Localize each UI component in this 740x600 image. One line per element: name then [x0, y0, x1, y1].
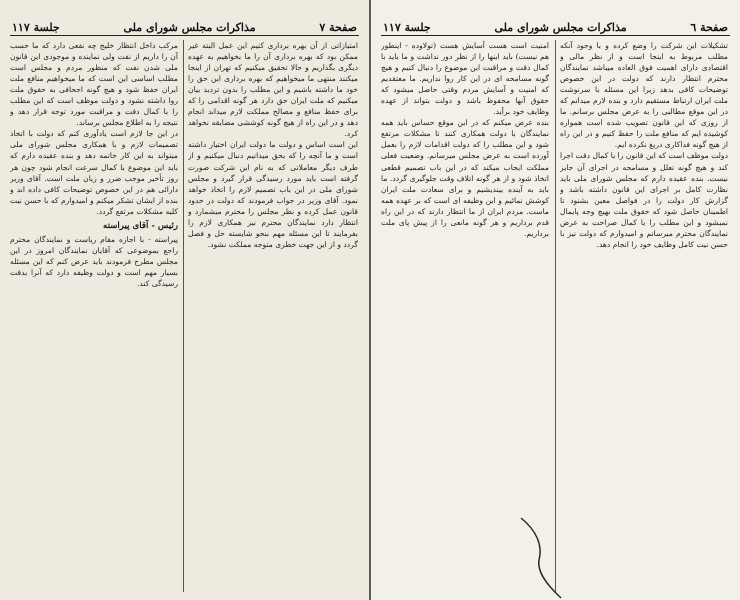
right-page-number: صفحة ٦	[690, 21, 728, 34]
left-page-right-column-paragraph: امتیازاتی از آن بهره برداری کنیم این عمل البته غیر ممکن بود که بهره برداری آن را ما بخواهیم به عهده دیگری بگذاریم و حالا تحقیق میکنیم که تهران از اینجا میکنند منتهی ما میخواهیم که بهره برداری این حق را خود ما داشته باشیم و این مطلب را بدون تردید بیان میکنیم که ملت ایران حق دارد هر گونه اقدامی را که برای حفظ منافع و مصالح مملکت لازم میداند انجام دهد و در این راه از هیچ گونه کوششی مضایقه نخواهد کرد.	[188, 41, 358, 139]
right-page-left-column-paragraph-2: بنده عرض میکنم که در این موقع حساس باید همه نمایندگان با دولت همکاری کنند تا مشکلات مرتفع شود و این مطلب را که دولت اقدامات لازم را بعمل آورده است به عرض مجلس میرسانم. وضعیت فعلی مملکت ایجاب میکند که در این باب تصمیم قطعی اتخاذ شود و از هر گونه اتلاف وقت جلوگیری گردد. ما باید به آینده بیندیشیم و برای سعادت ملت ایران کوشش نمائیم و این وظیفه ای است که بر عهده همه ماست. مردم ایران از ما انتظار دارند که در این راه قدم برداریم و هر گونه مانعی را از پیش پای ملت برداریم.	[381, 118, 549, 238]
right-page-session: جلسة ١١٧	[383, 21, 431, 34]
left-page-left-column-paragraph-2: در این جا لازم است یادآوری کنم که دولت با اتخاذ تصمیمات لازم و با همکاری مجلس شورای ملی میتواند به این کار خاتمه دهد و بنده عقیده دارم که باید این موضوع با کمال سرعت انجام شود چون هر روز تأخیر موجب ضرر و زیان ملت است. آقای وزیر دارائی هم در این خصوص توضیحات کافی داده اند و بنده از ایشان تشکر میکنم و امیدوارم که با حسن نیت کلیه مشکلات مرتفع گردد.	[10, 129, 178, 216]
speaker-heading: رئیس - آقای پیراسته	[103, 220, 178, 231]
left-header-rule	[10, 35, 359, 36]
right-page-title: مذاكرات مجلس شوراى ملى	[494, 21, 627, 34]
right-page-left-column-paragraph: امنیت است هست آسایش هست (تولاوده - اینطور هم نیست) باید اینها را از نظر دور نداشت و ما باید با کمال دقت و مراقبت این موضوع را دنبال کنیم و هیچ گونه مسامحه ای در این کار روا نداریم. ما معتقدیم که امنیت و آسایش مردم وقتی حاصل میشود که حقوق آنها محفوظ باشد و دولت بتواند از عهده وظایف خود برآید.	[381, 41, 549, 117]
left-page-left-column	[10, 40, 178, 594]
right-page-left-column	[381, 40, 549, 594]
right-page	[371, 0, 740, 600]
left-page-session: جلسة ١١٧	[12, 21, 60, 34]
left-page-left-column-paragraph: مرکب داخل انتظار خلیج چه نفعی دارد که ما حسب آن را داریم از نفت ولی نماینده و موجودی این قانون ملی شدن نفت که منظور مردم و مجلس است مطلب اساسی این است که ما میخواهیم منافع ملت ایران حفظ شود و هیچ گونه اجحافی به حقوق ملت روا داشته نشود و دولت موظف است که این مطلب را با کمال دقت و مراقبت مورد توجه قرار دهد و نتیجه را به اطلاع مجلس برساند.	[10, 41, 178, 128]
left-page	[0, 0, 369, 600]
right-page-right-column-paragraph: تشکیلات این شرکت را وضع کرده و با وجود آنکه مطلب مربوط به اینجا است و از نظر مالی و اقتصادی دارای اهمیت فوق العاده میباشد نمایندگان محترم انتظار دارند که دولت در این خصوص توضیحات کافی بدهد زیرا این مسئله با سرنوشت ملت ایران ارتباط مستقیم دارد و بنده لازم میدانم که در این موقع مطالبی را به عرض مجلس برسانم. ما از روزی که این قانون تصویب شده است همواره کوشیده ایم که منافع ملت را حفظ کنیم و در این راه از هیچ گونه فداکاری دریغ نکرده ایم.	[560, 41, 728, 150]
left-page-title: مذاكرات مجلس شوراى ملى	[123, 21, 256, 34]
left-page-number: صفحة ٧	[319, 21, 357, 34]
right-page-right-column-paragraph-2: دولت موظف است که این قانون را با کمال دقت اجرا کند و هیچ گونه تعلل و مسامحه در اجرای آن جایز نیست. بنده عقیده دارم که مجلس شورای ملی باید نظارت کامل بر اجرای این قانون داشته باشد و گزارش کار دولت را در فواصل معین بشنود تا اطمینان حاصل شود که حقوق ملت بهیچ وجه پایمال نمیشود و این مطلب را با کمال صراحت به عرض نمایندگان محترم میرسانم و امیدوارم که دولت نیز با حسن نیت کامل وظایف خود را انجام دهد.	[560, 151, 728, 249]
left-page-left-column-paragraph-3: پیراسته - با اجازه مقام ریاست و نمایندگان محترم راجع بموضوعی که آقایان نمایندگان امروز در این مجلس مطرح فرمودند باید عرض کنم که این مسئله بسیار مهم است و دولت وظیفه دارد که آنرا بدقت رسیدگی کند.	[10, 234, 178, 288]
left-page-header	[12, 16, 357, 34]
right-page-column-divider	[555, 40, 556, 592]
left-page-right-column	[188, 40, 358, 594]
right-page-right-column	[560, 40, 728, 594]
right-page-header	[383, 16, 728, 34]
left-page-right-column-paragraph-2: این است اساس و دولت ما دولت ایران اختیار داشته است و ما آنچه را که بحق میدانیم دنبال میکنیم و از طرف دیگر معاملاتی که به نام این شرکت صورت گرفته است باید مورد رسیدگی قرار گیرد و مجلس شورای ملی در این باب تصمیم لازم را اتخاذ خواهد نمود. آقای وزیر در جواب فرمودند که دولت در حدود قانون عمل کرده و نظر مجلس را محترم میشمارد و انتظار دارد نمایندگان محترم نیز همکاری لازم را بفرمایند تا این مسئله مهم بنحو شایسته حل و فصل گردد و از این جهت خطری متوجه مملکت نشود.	[188, 140, 358, 249]
left-page-column-divider	[183, 40, 184, 592]
right-header-rule	[381, 35, 730, 36]
